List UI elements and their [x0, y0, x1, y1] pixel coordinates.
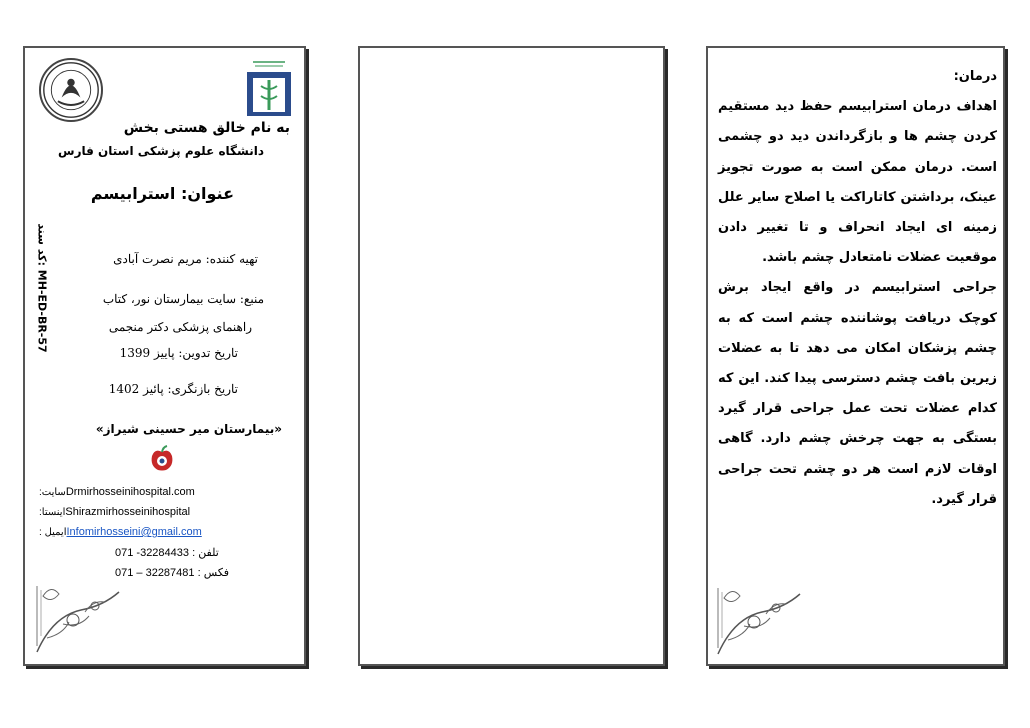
email-label: : ایمیل: [39, 527, 67, 538]
document-code-text: کد سند: MH-ED-BR-57: [35, 223, 49, 353]
title-university: دانشگاه علوم پزشکی استان فارس: [58, 144, 264, 158]
source-line-1: منبع: سایت بیمارستان نور، کتاب: [102, 292, 264, 306]
floral-ornament-icon: [714, 578, 814, 658]
paragraph-surgery: جراحی استرابیسم در واقع ایجاد برش کوچک دریافت پوشاننده چشم است که به چشم پزشکان امکان می دهد تا به عضلات زیرین بافت چشم دسترسی پیدا کند. این که کدام عضلات تحت عمل جراحی قرار گیرد بستگی به جهت چرخش چشم دارد. گاهی اوقات لازم است هر دو چشم تحت جراحی قرار گیرد.: [718, 280, 997, 507]
instagram-value[interactable]: Shirazmirhosseinihospital: [65, 506, 191, 518]
email-link[interactable]: Infomirhosseini@gmail.com: [66, 526, 202, 538]
compiled-date: تاریخ تدوین: پاییز 1399: [119, 346, 238, 360]
paragraph-heading: درمان:: [953, 69, 997, 84]
paragraph-treatment: اهداف درمان استرابیسم حفظ دید مستقیم کردن چشم ها و بازگرداندن دید دو چشمی است. درمان ممکن است به صورت تجویز عینک، برداشتن کاتاراکت یا اصلاح سایر علل زمینه ای ایجاد انحراف و تا تغییر دادن موقعیت عضلات نامتعادل چشم باشد.: [718, 99, 997, 266]
right-panel: [706, 46, 1005, 666]
instagram-row: [39, 506, 190, 518]
website-label: :سایت: [39, 487, 66, 498]
instagram-label: :اینستا: [39, 507, 66, 518]
website-row: [39, 486, 195, 498]
university-seal-icon: [39, 58, 103, 122]
floral-ornament-icon: [33, 576, 133, 656]
source-line-2: راهنمای پزشکی دکتر منجمی: [108, 320, 252, 334]
treatment-text: [718, 62, 997, 515]
review-date: تاریخ بازنگری: پائیز 1402: [108, 382, 238, 396]
website-value[interactable]: Drmirhosseinihospital.com: [65, 486, 195, 498]
title-topic: عنوان: استرابیسم: [90, 184, 234, 203]
middle-panel: [358, 46, 665, 666]
document-code: [31, 218, 53, 358]
hospital-logo-icon: [243, 56, 295, 118]
fax-row: 071 – 32287481 : فکس: [115, 567, 230, 579]
title-basmala: به نام خالق هستی بخش: [123, 120, 290, 136]
left-panel: [23, 46, 306, 666]
phone-row: 071 -32284433 : تلفن: [115, 547, 219, 559]
hospital-name: «بیمارستان میر حسینی شیراز»: [95, 422, 282, 436]
apple-logo-icon: [147, 444, 177, 474]
email-row: [39, 526, 202, 538]
preparer: تهیه کننده: مریم نصرت آبادی: [113, 252, 258, 266]
